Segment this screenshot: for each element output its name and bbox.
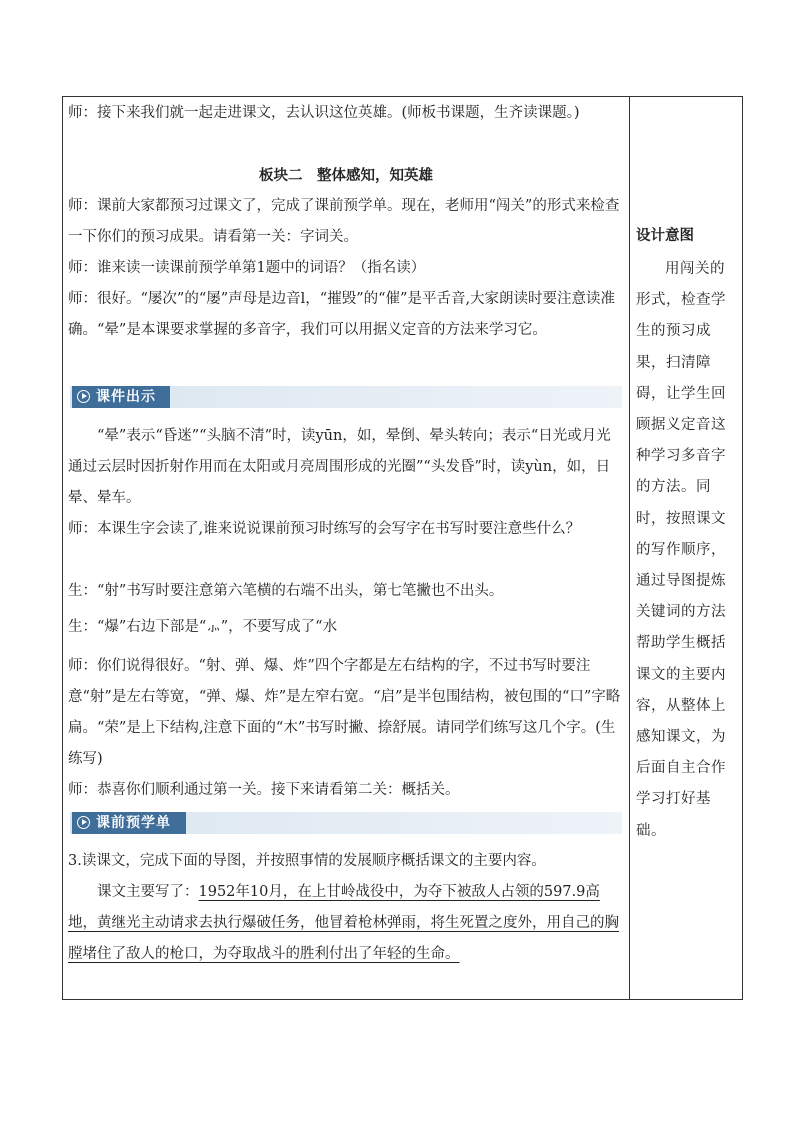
column-divider	[629, 96, 630, 1000]
courseware-banner	[70, 386, 622, 408]
play-circle-icon	[77, 390, 90, 403]
teacher-writing-question: 师：本课生字会读了,谁来说说课前预习时练写的会写字在书写时要注意些什么？	[68, 521, 581, 537]
play-circle-icon	[77, 816, 90, 829]
task-instruction: 3.读课文，完成下面的导图，并按照事情的发展顺序概括课文的主要内容。	[68, 853, 546, 869]
preview-sheet-banner	[70, 812, 622, 834]
teacher-preview-check: 师：课前大家都预习过课文了，完成了课前预学单。现在，老师用“闯关”的形式来检查一下你们的预习成果。请看第一关：字词关。	[68, 198, 620, 245]
courseware-tag	[72, 386, 170, 408]
courseware-content: “晕”表示“昏迷”“头脑不清”时，读yūn，如，晕倒、晕头转向；表示“日光或月光通过云层时因折射作用而在太阳或月亮周围形成的光圈”“头发昏”时，读yùn，如，日晕、晕车。	[68, 428, 611, 506]
teacher-structure: 师：你们说得很好。“射、弹、爆、炸”四个字都是左右结构的字，不过书写时要注意“射”是左右等宽，“弹、爆、炸”是左窄右宽。“启”是半包围结构，被包围的“口”字略扁。“荣”是上下结构,注意下面的“木”书写时撇、捺舒展。请同学们练写这几个字。(生练写)	[68, 658, 621, 767]
courseware-label: 课件出示	[96, 389, 156, 405]
summary-lead: 课文主要写了：	[97, 884, 199, 900]
teacher-next-level: 师：恭喜你们顺利通过第一关。接下来请看第二关：概括关。	[68, 782, 460, 798]
teacher-pronunciation: 师：很好。“屡次”的“屡”声母是边音l，“摧毁”的“催”是平舌音,大家朗读时要注意读准确。“晕”是本课要求掌握的多音字，我们可以用据义定音的方法来学习它。	[68, 291, 616, 338]
design-intent-title: 设计意图	[636, 227, 694, 244]
preview-sheet-tag	[72, 812, 186, 834]
summary-answer: 1952年10月，在上甘岭战役中，为夺下被敌人占领的597.9高地，黄继光主动请求去执行爆破任务，他冒着枪林弹雨，将生死置之度外，用自己的胸膛堵住了敌人的枪口，为夺取战斗的胜利付出了年轻的生命。	[68, 884, 619, 962]
block-title: 板块二 整体感知，知英雄	[259, 167, 433, 184]
main-content-summary	[68, 877, 624, 970]
teacher-word-read: 师：谁来读一读课前预学单第1题中的词语？（指名读）	[68, 260, 426, 276]
design-intent-body: 用闯关的形式，检查学生的预习成果，扫清障碍，让学生回顾据义定音这种学习多音字的方法。同时，按照课文的写作顺序，通过导图提炼关键词的方法帮助学生概括课文的主要内容，从整体上感知课文，为后面自主合作学习打好基础。	[636, 261, 726, 839]
preview-sheet-label: 课前预学单	[96, 815, 171, 831]
student-answer-she: 生：“射”书写时要注意第六笔横的右端不出头，第七笔撇也不出头。	[68, 583, 504, 599]
teacher-intro: 师：接下来我们就一起走进课文，去认识这位英雄。(师板书课题，生齐读课题。)	[68, 105, 580, 121]
student-answer-bao: 生：“爆”右边下部是“⺗”，不要写成了“水	[68, 619, 338, 635]
